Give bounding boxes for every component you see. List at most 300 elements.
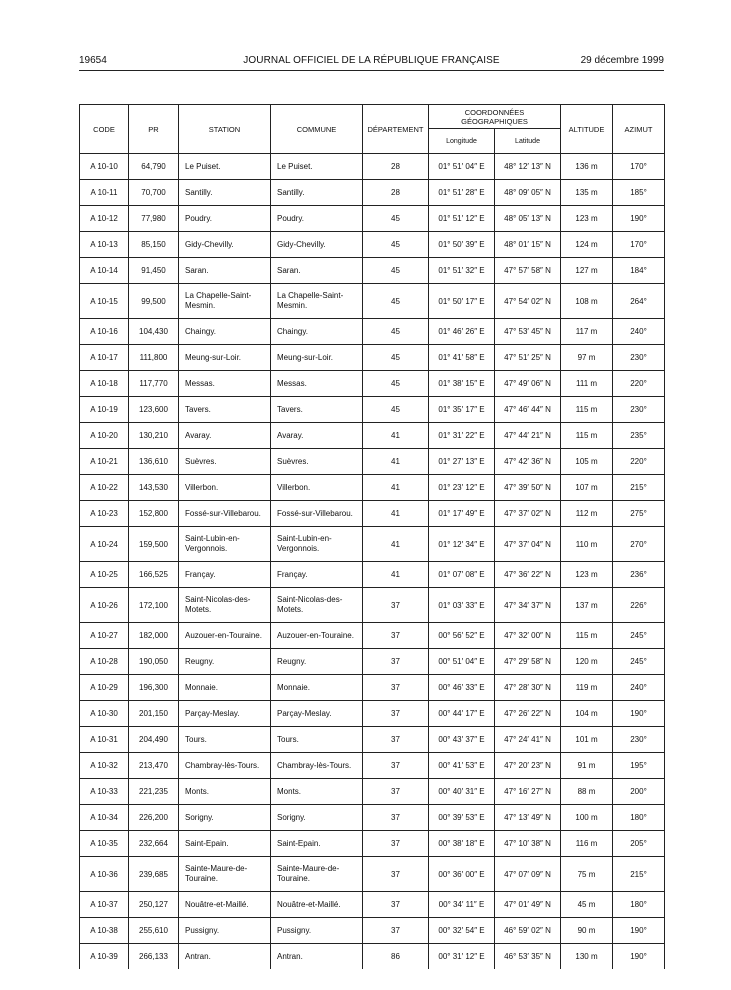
- cell-longitude: 01° 38′ 15″ E: [429, 371, 495, 397]
- cell-latitude: 46° 53′ 35″ N: [495, 944, 561, 970]
- cell-altitude: 107 m: [561, 475, 613, 501]
- cell-code: A 10-13: [80, 232, 129, 258]
- cell-azimut: 220°: [613, 449, 665, 475]
- cell-code: A 10-35: [80, 831, 129, 857]
- cell-longitude: 01° 41′ 58″ E: [429, 345, 495, 371]
- cell-latitude: 46° 59′ 02″ N: [495, 918, 561, 944]
- cell-longitude: 01° 23′ 12″ E: [429, 475, 495, 501]
- cell-azimut: 170°: [613, 154, 665, 180]
- cell-longitude: 01° 51′ 32″ E: [429, 258, 495, 284]
- table-row: [80, 154, 665, 180]
- cell-longitude: 00° 51′ 04″ E: [429, 649, 495, 675]
- cell-altitude: 112 m: [561, 501, 613, 527]
- cell-commune: Sainte-Maure-de-Touraine.: [271, 857, 363, 892]
- cell-commune: Parçay-Meslay.: [271, 701, 363, 727]
- cell-pr: 85,150: [129, 232, 179, 258]
- cell-altitude: 116 m: [561, 831, 613, 857]
- cell-code: A 10-28: [80, 649, 129, 675]
- cell-altitude: 130 m: [561, 944, 613, 970]
- cell-pr: 201,150: [129, 701, 179, 727]
- cell-pr: 266,133: [129, 944, 179, 970]
- table-row: [80, 892, 665, 918]
- cell-azimut: 230°: [613, 727, 665, 753]
- cell-azimut: 215°: [613, 857, 665, 892]
- cell-pr: 130,210: [129, 423, 179, 449]
- cell-latitude: 47° 37′ 02″ N: [495, 501, 561, 527]
- cell-code: A 10-34: [80, 805, 129, 831]
- cell-longitude: 01° 50′ 17″ E: [429, 284, 495, 319]
- cell-altitude: 117 m: [561, 319, 613, 345]
- cell-pr: 221,235: [129, 779, 179, 805]
- col-header-latitude: Latitude: [495, 129, 561, 154]
- cell-altitude: 115 m: [561, 623, 613, 649]
- cell-longitude: 00° 39′ 53″ E: [429, 805, 495, 831]
- cell-commune: Saint-Nicolas-des-Motets.: [271, 588, 363, 623]
- cell-commune: Poudry.: [271, 206, 363, 232]
- cell-longitude: 01° 46′ 26″ E: [429, 319, 495, 345]
- cell-pr: 159,500: [129, 527, 179, 562]
- cell-latitude: 47° 54′ 02″ N: [495, 284, 561, 319]
- cell-code: A 10-18: [80, 371, 129, 397]
- cell-pr: 70,700: [129, 180, 179, 206]
- cell-latitude: 47° 01′ 49″ N: [495, 892, 561, 918]
- cell-altitude: 111 m: [561, 371, 613, 397]
- cell-commune: Antran.: [271, 944, 363, 970]
- cell-longitude: 00° 34′ 11″ E: [429, 892, 495, 918]
- cell-departement: 37: [363, 918, 429, 944]
- cell-pr: 213,470: [129, 753, 179, 779]
- cell-commune: Le Puiset.: [271, 154, 363, 180]
- col-header-station: STATION: [179, 105, 271, 154]
- cell-azimut: 230°: [613, 397, 665, 423]
- col-header-code: CODE: [80, 105, 129, 154]
- cell-station: Meung-sur-Loir.: [179, 345, 271, 371]
- cell-station: Tavers.: [179, 397, 271, 423]
- table-row: [80, 345, 665, 371]
- cell-azimut: 230°: [613, 345, 665, 371]
- cell-station: Fossé-sur-Villebarou.: [179, 501, 271, 527]
- cell-longitude: 01° 35′ 17″ E: [429, 397, 495, 423]
- cell-longitude: 00° 56′ 52″ E: [429, 623, 495, 649]
- table-row: [80, 501, 665, 527]
- cell-code: A 10-23: [80, 501, 129, 527]
- cell-departement: 37: [363, 701, 429, 727]
- cell-departement: 37: [363, 753, 429, 779]
- cell-longitude: 00° 40′ 31″ E: [429, 779, 495, 805]
- cell-station: Parçay-Meslay.: [179, 701, 271, 727]
- cell-longitude: 01° 12′ 34″ E: [429, 527, 495, 562]
- cell-departement: 45: [363, 345, 429, 371]
- cell-altitude: 124 m: [561, 232, 613, 258]
- cell-station: Sainte-Maure-de-Touraine.: [179, 857, 271, 892]
- table-row: [80, 180, 665, 206]
- cell-station: Sorigny.: [179, 805, 271, 831]
- cell-station: Suèvres.: [179, 449, 271, 475]
- cell-pr: 172,100: [129, 588, 179, 623]
- cell-departement: 37: [363, 892, 429, 918]
- cell-pr: 255,610: [129, 918, 179, 944]
- cell-longitude: 01° 51′ 04″ E: [429, 154, 495, 180]
- col-header-departement: DÉPARTEMENT: [363, 105, 429, 154]
- cell-departement: 37: [363, 588, 429, 623]
- cell-altitude: 110 m: [561, 527, 613, 562]
- cell-longitude: 00° 32′ 54″ E: [429, 918, 495, 944]
- cell-code: A 10-11: [80, 180, 129, 206]
- cell-commune: Avaray.: [271, 423, 363, 449]
- cell-station: Tours.: [179, 727, 271, 753]
- cell-code: A 10-29: [80, 675, 129, 701]
- table-row: [80, 701, 665, 727]
- cell-station: Avaray.: [179, 423, 271, 449]
- cell-pr: 232,664: [129, 831, 179, 857]
- cell-azimut: 245°: [613, 649, 665, 675]
- cell-code: A 10-12: [80, 206, 129, 232]
- cell-latitude: 47° 46′ 44″ N: [495, 397, 561, 423]
- cell-latitude: 47° 34′ 37″ N: [495, 588, 561, 623]
- cell-latitude: 48° 09′ 05″ N: [495, 180, 561, 206]
- table-row: [80, 319, 665, 345]
- col-header-azimut: AZIMUT: [613, 105, 665, 154]
- cell-code: A 10-15: [80, 284, 129, 319]
- cell-latitude: 47° 36′ 22″ N: [495, 562, 561, 588]
- cell-commune: Saint-Lubin-en-Vergonnois.: [271, 527, 363, 562]
- cell-latitude: 47° 44′ 21″ N: [495, 423, 561, 449]
- cell-commune: Suèvres.: [271, 449, 363, 475]
- cell-station: Antran.: [179, 944, 271, 970]
- cell-commune: Chambray-lès-Tours.: [271, 753, 363, 779]
- cell-departement: 41: [363, 475, 429, 501]
- cell-longitude: 01° 03′ 33″ E: [429, 588, 495, 623]
- table-row: [80, 857, 665, 892]
- cell-commune: Auzouer-en-Touraine.: [271, 623, 363, 649]
- cell-longitude: 00° 44′ 17″ E: [429, 701, 495, 727]
- cell-azimut: 226°: [613, 588, 665, 623]
- cell-station: Chambray-lès-Tours.: [179, 753, 271, 779]
- cell-longitude: 00° 46′ 33″ E: [429, 675, 495, 701]
- cell-altitude: 135 m: [561, 180, 613, 206]
- cell-station: Pussigny.: [179, 918, 271, 944]
- cell-code: A 10-31: [80, 727, 129, 753]
- cell-azimut: 236°: [613, 562, 665, 588]
- cell-longitude: 01° 50′ 39″ E: [429, 232, 495, 258]
- cell-departement: 28: [363, 180, 429, 206]
- cell-departement: 37: [363, 805, 429, 831]
- cell-pr: 166,525: [129, 562, 179, 588]
- cell-commune: Monnaie.: [271, 675, 363, 701]
- cell-azimut: 240°: [613, 319, 665, 345]
- cell-latitude: 47° 07′ 09″ N: [495, 857, 561, 892]
- cell-station: La Chapelle-Saint-Mesmin.: [179, 284, 271, 319]
- cell-latitude: 47° 51′ 25″ N: [495, 345, 561, 371]
- page-number: 19654: [79, 55, 107, 66]
- col-header-altitude: ALTITUDE: [561, 105, 613, 154]
- cell-pr: 190,050: [129, 649, 179, 675]
- cell-departement: 45: [363, 206, 429, 232]
- cell-departement: 37: [363, 779, 429, 805]
- cell-azimut: 180°: [613, 805, 665, 831]
- cell-pr: 104,430: [129, 319, 179, 345]
- cell-pr: 182,000: [129, 623, 179, 649]
- cell-pr: 136,610: [129, 449, 179, 475]
- cell-azimut: 215°: [613, 475, 665, 501]
- cell-code: A 10-39: [80, 944, 129, 970]
- cell-altitude: 123 m: [561, 562, 613, 588]
- cell-departement: 41: [363, 449, 429, 475]
- cell-altitude: 136 m: [561, 154, 613, 180]
- cell-departement: 37: [363, 623, 429, 649]
- cell-commune: Tavers.: [271, 397, 363, 423]
- cell-longitude: 01° 17′ 49″ E: [429, 501, 495, 527]
- cell-commune: Tours.: [271, 727, 363, 753]
- cell-latitude: 47° 20′ 23″ N: [495, 753, 561, 779]
- cell-latitude: 47° 57′ 58″ N: [495, 258, 561, 284]
- cell-departement: 45: [363, 284, 429, 319]
- cell-azimut: 220°: [613, 371, 665, 397]
- cell-commune: Sorigny.: [271, 805, 363, 831]
- cell-azimut: 270°: [613, 527, 665, 562]
- table-row: [80, 258, 665, 284]
- cell-commune: Pussigny.: [271, 918, 363, 944]
- cell-altitude: 137 m: [561, 588, 613, 623]
- cell-azimut: 184°: [613, 258, 665, 284]
- cell-latitude: 48° 12′ 13″ N: [495, 154, 561, 180]
- cell-station: Saran.: [179, 258, 271, 284]
- cell-station: Reugny.: [179, 649, 271, 675]
- stations-table: [79, 104, 665, 969]
- cell-code: A 10-14: [80, 258, 129, 284]
- cell-station: Gidy-Chevilly.: [179, 232, 271, 258]
- cell-departement: 45: [363, 319, 429, 345]
- cell-code: A 10-26: [80, 588, 129, 623]
- cell-commune: Reugny.: [271, 649, 363, 675]
- cell-altitude: 101 m: [561, 727, 613, 753]
- cell-code: A 10-36: [80, 857, 129, 892]
- cell-altitude: 75 m: [561, 857, 613, 892]
- cell-altitude: 115 m: [561, 397, 613, 423]
- cell-code: A 10-32: [80, 753, 129, 779]
- cell-azimut: 190°: [613, 944, 665, 970]
- cell-commune: La Chapelle-Saint-Mesmin.: [271, 284, 363, 319]
- cell-departement: 37: [363, 649, 429, 675]
- cell-code: A 10-21: [80, 449, 129, 475]
- col-header-commune: COMMUNE: [271, 105, 363, 154]
- cell-code: A 10-10: [80, 154, 129, 180]
- cell-code: A 10-22: [80, 475, 129, 501]
- cell-latitude: 47° 39′ 50″ N: [495, 475, 561, 501]
- cell-altitude: 108 m: [561, 284, 613, 319]
- cell-latitude: 47° 53′ 45″ N: [495, 319, 561, 345]
- cell-departement: 45: [363, 258, 429, 284]
- cell-pr: 152,800: [129, 501, 179, 527]
- cell-azimut: 235°: [613, 423, 665, 449]
- cell-altitude: 88 m: [561, 779, 613, 805]
- cell-altitude: 119 m: [561, 675, 613, 701]
- cell-azimut: 190°: [613, 206, 665, 232]
- table-row: [80, 527, 665, 562]
- cell-pr: 196,300: [129, 675, 179, 701]
- table-row: [80, 918, 665, 944]
- cell-altitude: 120 m: [561, 649, 613, 675]
- cell-longitude: 01° 51′ 12″ E: [429, 206, 495, 232]
- cell-longitude: 00° 43′ 37″ E: [429, 727, 495, 753]
- cell-code: A 10-33: [80, 779, 129, 805]
- table-body: [80, 154, 665, 970]
- cell-longitude: 00° 36′ 00″ E: [429, 857, 495, 892]
- cell-station: Monts.: [179, 779, 271, 805]
- cell-latitude: 47° 37′ 04″ N: [495, 527, 561, 562]
- table-row: [80, 944, 665, 970]
- table-row: [80, 675, 665, 701]
- cell-pr: 226,200: [129, 805, 179, 831]
- cell-latitude: 47° 32′ 00″ N: [495, 623, 561, 649]
- cell-altitude: 91 m: [561, 753, 613, 779]
- cell-departement: 41: [363, 562, 429, 588]
- cell-departement: 45: [363, 371, 429, 397]
- cell-code: A 10-37: [80, 892, 129, 918]
- cell-departement: 37: [363, 831, 429, 857]
- cell-departement: 37: [363, 675, 429, 701]
- cell-commune: Fossé-sur-Villebarou.: [271, 501, 363, 527]
- cell-latitude: 47° 29′ 58″ N: [495, 649, 561, 675]
- cell-commune: Saran.: [271, 258, 363, 284]
- cell-longitude: 01° 27′ 13″ E: [429, 449, 495, 475]
- cell-altitude: 104 m: [561, 701, 613, 727]
- journal-title: JOURNAL OFFICIEL DE LA RÉPUBLIQUE FRANÇAISE: [243, 55, 500, 66]
- col-header-coords: COORDONNÉES GÉOGRAPHIQUES: [429, 105, 561, 129]
- table-row: [80, 562, 665, 588]
- publication-date: 29 décembre 1999: [580, 55, 664, 66]
- cell-code: A 10-38: [80, 918, 129, 944]
- cell-departement: 41: [363, 423, 429, 449]
- cell-station: Poudry.: [179, 206, 271, 232]
- cell-latitude: 47° 49′ 06″ N: [495, 371, 561, 397]
- cell-commune: Monts.: [271, 779, 363, 805]
- cell-code: A 10-17: [80, 345, 129, 371]
- cell-code: A 10-30: [80, 701, 129, 727]
- cell-pr: 91,450: [129, 258, 179, 284]
- table-row: [80, 779, 665, 805]
- cell-code: A 10-19: [80, 397, 129, 423]
- cell-latitude: 47° 10′ 38″ N: [495, 831, 561, 857]
- cell-code: A 10-20: [80, 423, 129, 449]
- table-row: [80, 206, 665, 232]
- cell-latitude: 48° 05′ 13″ N: [495, 206, 561, 232]
- col-header-longitude: Longitude: [429, 129, 495, 154]
- cell-code: A 10-25: [80, 562, 129, 588]
- cell-station: Auzouer-en-Touraine.: [179, 623, 271, 649]
- cell-departement: 45: [363, 397, 429, 423]
- cell-departement: 37: [363, 857, 429, 892]
- cell-commune: Villerbon.: [271, 475, 363, 501]
- cell-azimut: 240°: [613, 675, 665, 701]
- cell-azimut: 200°: [613, 779, 665, 805]
- cell-station: Saint-Nicolas-des-Motets.: [179, 588, 271, 623]
- cell-altitude: 105 m: [561, 449, 613, 475]
- cell-pr: 204,490: [129, 727, 179, 753]
- cell-station: Le Puiset.: [179, 154, 271, 180]
- table-row: [80, 588, 665, 623]
- cell-altitude: 90 m: [561, 918, 613, 944]
- cell-station: Chaingy.: [179, 319, 271, 345]
- cell-station: Villerbon.: [179, 475, 271, 501]
- table-row: [80, 753, 665, 779]
- cell-latitude: 48° 01′ 15″ N: [495, 232, 561, 258]
- cell-azimut: 264°: [613, 284, 665, 319]
- cell-longitude: 00° 38′ 18″ E: [429, 831, 495, 857]
- cell-departement: 37: [363, 727, 429, 753]
- cell-azimut: 195°: [613, 753, 665, 779]
- cell-pr: 77,980: [129, 206, 179, 232]
- cell-commune: Gidy-Chevilly.: [271, 232, 363, 258]
- cell-commune: Meung-sur-Loir.: [271, 345, 363, 371]
- cell-latitude: 47° 28′ 30″ N: [495, 675, 561, 701]
- cell-code: A 10-24: [80, 527, 129, 562]
- cell-commune: Chaingy.: [271, 319, 363, 345]
- cell-altitude: 45 m: [561, 892, 613, 918]
- cell-pr: 239,685: [129, 857, 179, 892]
- col-header-pr: PR: [129, 105, 179, 154]
- cell-station: Messas.: [179, 371, 271, 397]
- cell-azimut: 180°: [613, 892, 665, 918]
- cell-pr: 143,530: [129, 475, 179, 501]
- cell-departement: 28: [363, 154, 429, 180]
- cell-commune: Santilly.: [271, 180, 363, 206]
- cell-latitude: 47° 16′ 27″ N: [495, 779, 561, 805]
- table-row: [80, 831, 665, 857]
- cell-longitude: 01° 51′ 28″ E: [429, 180, 495, 206]
- cell-latitude: 47° 13′ 49″ N: [495, 805, 561, 831]
- cell-pr: 250,127: [129, 892, 179, 918]
- cell-code: A 10-16: [80, 319, 129, 345]
- cell-station: Françay.: [179, 562, 271, 588]
- cell-azimut: 205°: [613, 831, 665, 857]
- table-row: [80, 805, 665, 831]
- cell-azimut: 185°: [613, 180, 665, 206]
- cell-pr: 123,600: [129, 397, 179, 423]
- cell-latitude: 47° 24′ 41″ N: [495, 727, 561, 753]
- table-row: [80, 475, 665, 501]
- header-rule: [79, 70, 664, 71]
- cell-altitude: 97 m: [561, 345, 613, 371]
- cell-code: A 10-27: [80, 623, 129, 649]
- cell-latitude: 47° 42′ 36″ N: [495, 449, 561, 475]
- table-row: [80, 623, 665, 649]
- cell-station: Santilly.: [179, 180, 271, 206]
- table-row: [80, 232, 665, 258]
- cell-longitude: 01° 31′ 22″ E: [429, 423, 495, 449]
- table-row: [80, 397, 665, 423]
- cell-pr: 111,800: [129, 345, 179, 371]
- table-row: [80, 284, 665, 319]
- cell-departement: 41: [363, 527, 429, 562]
- cell-pr: 117,770: [129, 371, 179, 397]
- table-row: [80, 423, 665, 449]
- cell-altitude: 123 m: [561, 206, 613, 232]
- cell-commune: Françay.: [271, 562, 363, 588]
- cell-longitude: 00° 31′ 12″ E: [429, 944, 495, 970]
- cell-altitude: 115 m: [561, 423, 613, 449]
- table-row: [80, 727, 665, 753]
- cell-azimut: 245°: [613, 623, 665, 649]
- table-row: [80, 649, 665, 675]
- cell-pr: 64,790: [129, 154, 179, 180]
- cell-station: Saint-Lubin-en-Vergonnois.: [179, 527, 271, 562]
- cell-altitude: 127 m: [561, 258, 613, 284]
- cell-station: Saint-Epain.: [179, 831, 271, 857]
- cell-station: Monnaie.: [179, 675, 271, 701]
- cell-altitude: 100 m: [561, 805, 613, 831]
- cell-azimut: 190°: [613, 701, 665, 727]
